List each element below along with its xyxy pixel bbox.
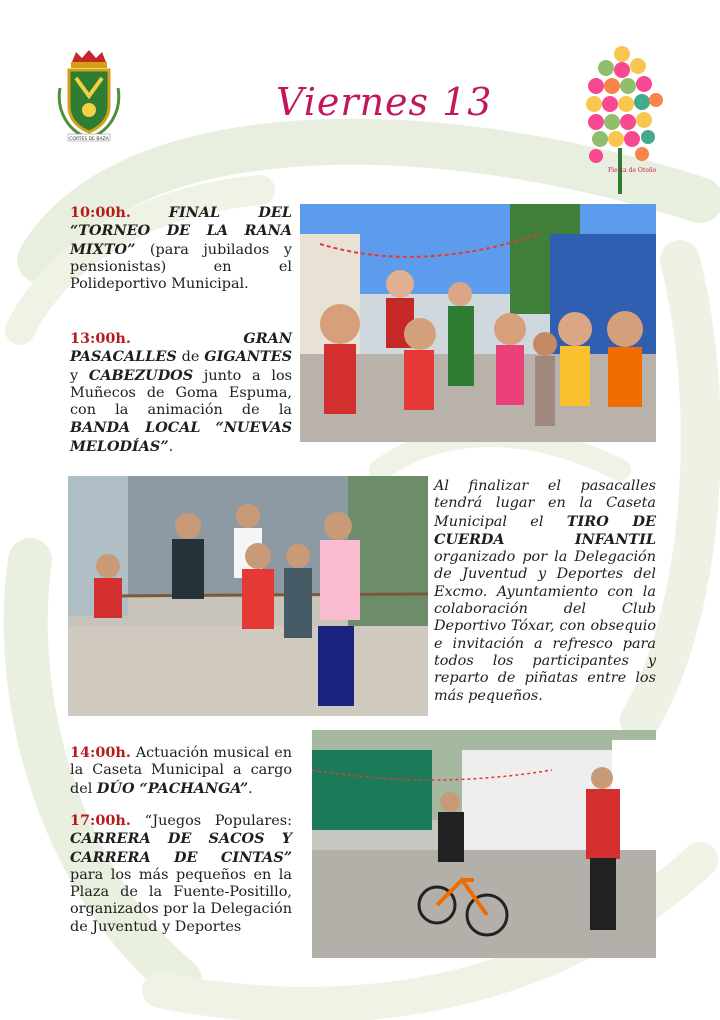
event-2-part-3: junto a los Muñecos de Goma Espuma, con la animación de la <box>70 367 293 419</box>
event-2-gigantes: GIGANTES <box>204 348 292 366</box>
event-2-cabezudos: CABEZUDOS <box>88 366 194 384</box>
photo-parade <box>300 204 656 442</box>
event-3-text: organizado por la Delegación de Juventud y Deportes del Excmo. Ayuntamiento con la colaboración del Club Deportivo Tóxar, con obsequio e invitación a refresco para todos los participantes y reparto de piñatas entre los más pequeños. <box>434 549 656 704</box>
event-5-part-1: “Juegos Populares: <box>144 813 292 829</box>
event-1-title: FINAL DEL “TORNEO DE LA RANA MIXTO” <box>70 204 293 258</box>
festival-logo-icon <box>584 44 666 200</box>
event-4-title: DÚO “PACHANGA” <box>96 779 249 797</box>
crest-caption: CORTES DE BAZA <box>69 137 109 142</box>
event-4-text: Actuación musical en la Caseta Municipal a cargo del <box>70 745 292 797</box>
event-5 <box>70 812 292 936</box>
event-3-intro: Al finalizar el pasacalles tendrá lugar en la Caseta Municipal el <box>434 478 656 530</box>
page-title: Viernes 13 <box>276 80 493 124</box>
event-2-time: 13:00h. <box>70 330 131 347</box>
event-3-title: TIRO DE CUERDA INFANTIL <box>434 512 656 548</box>
event-5-time: 17:00h. <box>70 812 131 829</box>
event-3 <box>434 478 656 705</box>
event-5-title: CARRERA DE SACOS Y CARRERA DE CINTAS” <box>70 830 292 866</box>
event-4 <box>70 744 292 798</box>
photo-tug-of-war <box>68 476 428 716</box>
municipal-crest-icon <box>54 48 124 144</box>
event-2-title: GRAN PASACALLES <box>70 330 292 366</box>
event-1-time: 10:00h. <box>70 204 131 221</box>
event-4-time: 14:00h. <box>70 744 131 761</box>
event-2-end: . <box>168 438 174 455</box>
event-2-part-1: de <box>181 349 200 366</box>
logo-caption: Fiesta de Otoño <box>608 167 657 174</box>
event-4-end: . <box>248 780 253 797</box>
event-2-part-2: y <box>70 367 79 384</box>
photo-bicycle-race <box>312 730 656 958</box>
event-2-band: BANDA LOCAL “NUEVAS MELODÍAS” <box>70 419 292 455</box>
event-2 <box>70 330 292 456</box>
event-1 <box>70 204 292 293</box>
event-1-text: (para jubilados y pensionistas) en el Polideportivo Municipal. <box>70 241 293 293</box>
event-5-text: para los más pequeños en la Plaza de la Fuente-Positillo, organizados por la Delegación de Juventud y Deportes <box>70 866 292 935</box>
